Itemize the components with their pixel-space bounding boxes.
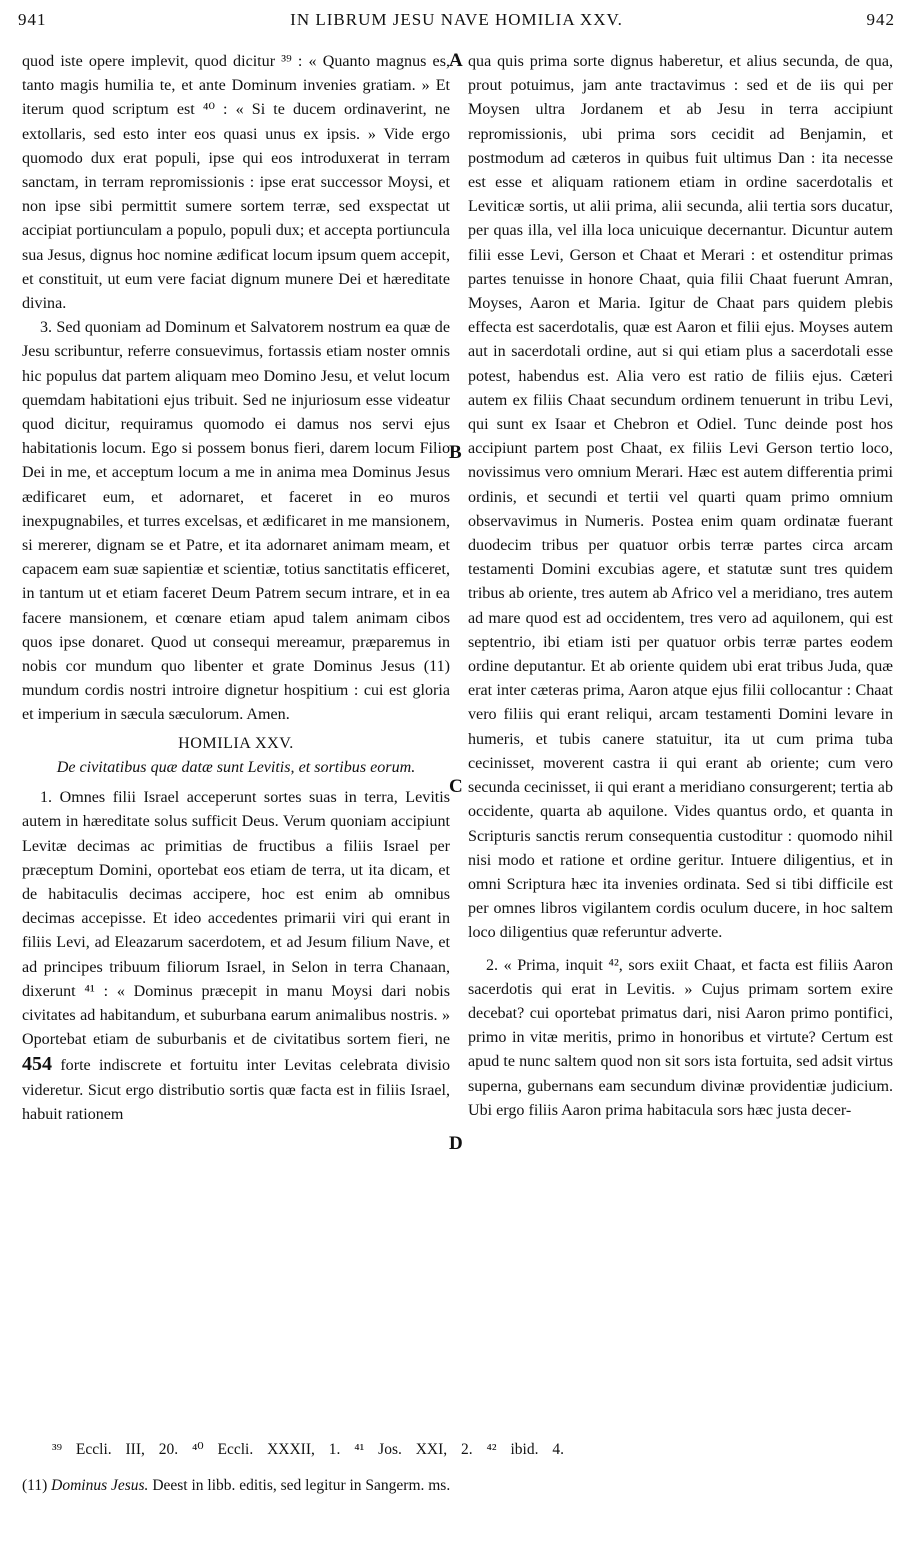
running-title: IN LIBRUM JESU NAVE HOMILIA XXV. (290, 10, 623, 29)
paragraph: 3. Sed quoniam ad Dominum et Salvatorem nostrum ea quæ de Jesu scribuntur, referre consuevimus, fortassis etiam noster omnis hic populus dat partem aliquam meo Domino Jesu, et velut locum quemdam habitationi ejus tribuit. Sed ne injuriosum esse videatur quod dicitur, requiramus quomodo ei damus nos servi ejus habitationis locum. Ego si possem bonus fieri, darem locum Filio Dei in me, et acceptum locum a me in anima mea Dominus Jesus ædificaret eum, et adornaret, et faceret in eo muros inexpugnabiles, et turres excelsas, et ædificaret in me mansionem, si mererer, dignam se et Patre, et ita adornaret animam meam, et capacem eam suæ sapientiæ et scientiæ, totius sanctitatis efficeret, in tantum ut et etiam faceret Deum Patrem secum intrare, et in ea facere mansionem, et cœnare etiam apud talem animam cibos quos ipse donaret. Quod ut consequi mereamur, præparemus in nobis cor mundum quo libenter et grate Dominus Jesus (11) mundum cordis nostri introire dignetur hospitium : cui est gloria et imperium in sæcula sæculorum. Amen. (22, 319, 450, 724)
homily-subtitle: De civitatibus quæ datæ sunt Levitis, et sortibus eorum. (56, 758, 416, 776)
page-number-right: 942 (866, 10, 895, 29)
paragraph: 2. « Prima, inquit ⁴², sors exiit Chaat, et facta est filiis Aaron sacerdotis qui erat in Levitis. » Cujus primam sortem exire decebat? cui oportebat primatus dari, nisi Aaron primo pontifici, primo in vitæ meritis, primo in honoribus et virtute? Certum est apud te nunc saltem quod non sit sors ista fortuita, sed adsit virtus superna, gubernans eam secundum divinæ providentiæ judicium. Ubi ergo filiis Aaron prima habitacula sors hæc justa decer- (468, 956, 893, 1119)
page-header (0, 0, 913, 40)
margin-letter-d: D (449, 1133, 463, 1154)
right-column (468, 50, 893, 1123)
paragraph-text: forte indiscrete et fortuitu inter Levitas celebrata divisio videretur. Sicut ergo distributio sortis quæ facta est in filiis Israel, habuit rationem (22, 1057, 450, 1123)
left-column (22, 50, 450, 1127)
footnotes (22, 1440, 892, 1495)
editorial-note (22, 1477, 892, 1495)
paragraph: 1. Omnes filii Israel acceperunt sortes suas in terra, Levitis autem in hæreditate solus sufficit Deus. Verum quoniam accipiunt Levitæ decimas ac primitias de fructibus a filiis Israel per præceptum Domini, oportebat eos etiam de terra, ut ita dicam, et de habitaculis decimas accipere, hoc est enim ab omnibus decimas accepisse. Et ideo accedentes primarii viri qui erant in filiis Levi, ad Eleazarum sacerdotem, et ad Jesum filium Nave, et ad principes tribuum filiorum Israel, in Selon in terra Chanaan, dixerunt ⁴¹ : « Dominus præcepit in manu Moysi dari nobis civitates ad habitandum, et suburbana earum animalibus nostris. » Oportebat etiam de suburbanis et de civitatibus sortem fieri, ne 454 forte indiscrete et fortuitu inter Levitas celebrata divisio videretur. Sicut ergo distributio sortis quæ facta est in filiis Israel, habuit rationem (22, 789, 450, 1123)
footnote-references: ³⁹ Eccli. III, 20. ⁴⁰ Eccli. XXXII, 1. ⁴¹ Jos. XXI, 2. ⁴² ibid. 4. (52, 1441, 564, 1458)
paragraph: quod iste opere implevit, quod dicitur ³⁹ : « Quanto magnus es, tanto magis humilia te, et ante Dominum invenies gratiam. » Et iterum quod scriptum est ⁴⁰ : « Si te ducem ordinaverint, ne extollaris, sed esto inter eos quasi unus ex ipsis. » Vide ergo quomodo dux erat populi, ipse qui eos introduxerat in terram sanctam, in terram repromissionis : ipse erat successor Moysi, et non ipse sibi permittit sumere sortem terræ, sed exspectat ut accipiat portiunculam a populo, populi dux; et accepta portiuncula sua Jesus, dignus hoc nomine ædificat locum ipsum quem accepit, et constituit, ut eum vere faciat dignum munere Dei et hæreditate divina. (22, 53, 450, 313)
paragraph: qua quis prima sorte dignus haberetur, et alius secunda, de qua, prout potuimus, jam ante tractavimus : sed et de iis qui per Moysen ultra Jordanem et ab Jesu in terra accipiunt repromissionis, ubi prima sors cecidit ad Benjamin, et postmodum ad cæteros in quibus fuit ultimus Dan : ita necesse est esse et aliquam rationem etiam in ordine sacerdotalis et Leviticæ sortis, ut alii prima, alii secunda, alii tertia sors ducatur, per quas illa, vel illa loca unicuique decernantur. Dicuntur autem filii esse Levi, Gerson et Chaat et Merari : et ostenditur primas partes tenuisse in honore Chaat, quia filii Chaat fuerunt Amran, Moyses, Aaron et Maria. Igitur de Chaat pars quidem plebis effecta est sacerdotalis, quæ est Aaron et filii ejus. Moyses autem aut in sacerdotali ordine, aut si qui etiam plus a sacerdotali esse potest, habendus est. Alia vero est ratio de filiis ejus. Cæteri autem ex filiis Chaat secundum ordinem tenuerunt in tribu Levi, qui sunt ex Isaar et Chebron et Odiel. Tunc deinde post hos accipiunt partem post Chaat, ex filiis Levi Gerson tertio loco, novissimus vero omnium Merari. Hæc est autem differentia primi ordinis, et secundi et tertii vel quarti quam primo omnium observavimus in Numeris. Postea enim quam ordinatæ fuerant duodecim tribus per quatuor orbis terræ partes circa arcam testamenti Domini excubias agere, et statutæ sunt tres quidem tribus ab oriente, tres autem ab Africo vel a meridiano, tres autem ad mare quod est ad occidentem, tres vero ad aquilonem, qui est septentrio, ibi etiam isti per quatuor orbis terræ partes eodem ordine deputantur. Et ab oriente quidem ubi erat tribus Juda, quæ erat inter cæteras prima, Aaron atque ejus filii collocantur : Chaat vero filiis qui erant reliqui, arcam testamenti Domini levare in humeris, et tubis canere statuitur, ita ut cum prima tuba cecinisset, moverent castra ii qui erant ab oriente; cum vero secunda cecinisset, ii qui erant a meridiano consurgerent; tertia ab occidente, quarta ab aquilone. Vides quantus ordo, et quanta in Scripturis sanctis rerum consequentia custoditur : quomodo nihil nisi modo et ratione et ordine geritur. Intuere diligentius, et in omni Scriptura hæc ita invenies ordinata. Sed si tibi difficile est per omnes libros vigilantem cordis oculum ducere, in hoc saltem loco diligentius quæ referuntur adverte. (468, 53, 893, 942)
inline-page-number: 454 (22, 1053, 52, 1076)
homily-title: HOMILIA XXV. (178, 734, 294, 752)
note-lemma: Dominus Jesus. (51, 1477, 149, 1494)
note-text: Deest in libb. editis, sed legitur in Sangerm. ms. (152, 1477, 451, 1494)
margin-letter-b: B (449, 442, 462, 463)
page-number-left: 941 (18, 10, 47, 29)
margin-letter-a: A (449, 50, 463, 71)
note-number: (11) (22, 1477, 48, 1494)
paragraph-text: 1. Omnes filii Israel acceperunt sortes suas in terra, Levitis autem in hæreditate solus sufficit Deus. Verum quoniam accipiunt Levitæ decimas ac primitias de fructibus a filiis Israel per præceptum Domini, oportebat eos etiam de terra, ut ita dicam, et de habitaculis decimas accipere, hoc est enim ab omnibus decimas accepisse. Et ideo accedentes primarii viri qui erant in filiis Levi, ad Eleazarum sacerdotem, et ad Jesum filium Nave, et ad principes tribuum filiorum Israel, in Selon in terra Chanaan, dixerunt ⁴¹ : « Dominus præcepit in manu Moysi dari nobis civitates ad habitandum, et suburbana earum animalibus nostris. » Oportebat etiam de suburbanis et de civitatibus sortem fieri, (22, 789, 450, 1049)
margin-letter-c: C (449, 776, 463, 797)
